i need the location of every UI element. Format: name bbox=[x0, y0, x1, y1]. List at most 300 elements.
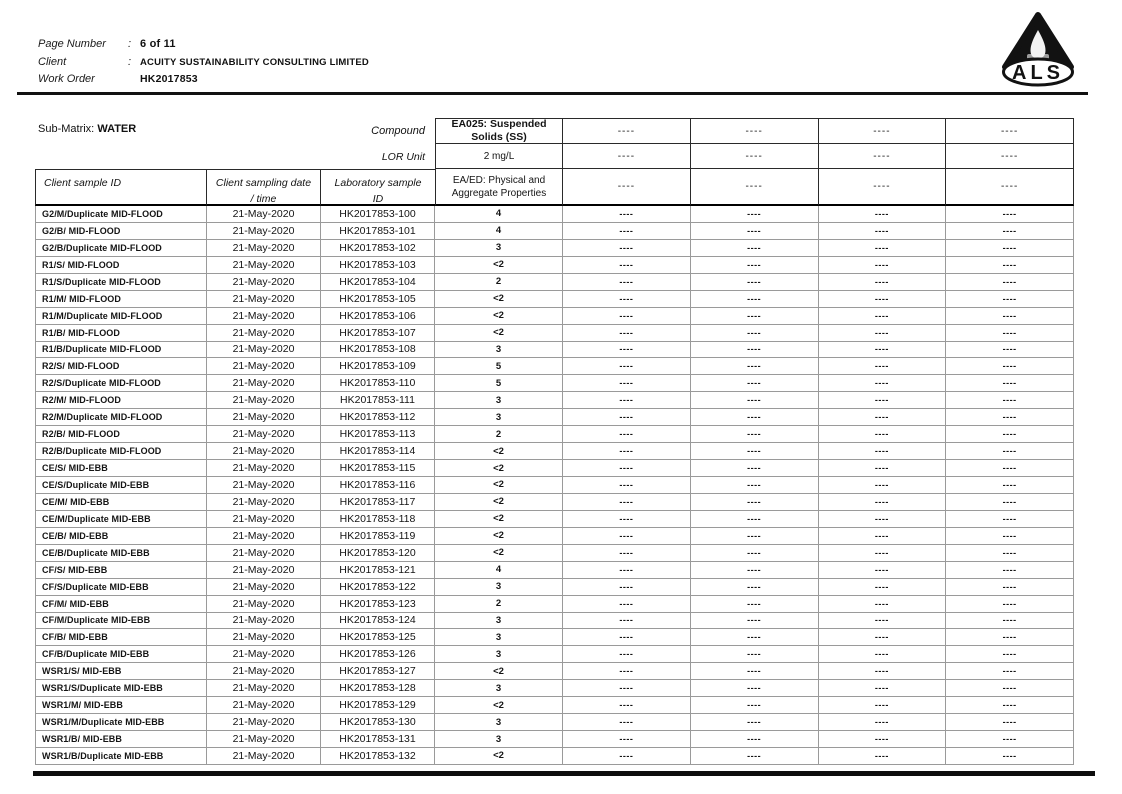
sampling-date-cell: 21-May-2020 bbox=[207, 714, 321, 731]
placeholder-result-cell: ---- bbox=[819, 392, 947, 409]
placeholder-result-cell: ---- bbox=[819, 375, 947, 392]
placeholder-result-cell: ---- bbox=[691, 714, 819, 731]
result-cell: <2 bbox=[435, 443, 563, 460]
client-sample-id-cell: CF/S/Duplicate MID-EBB bbox=[35, 579, 207, 596]
result-cell: 3 bbox=[435, 409, 563, 426]
placeholder-result-cell: ---- bbox=[691, 426, 819, 443]
result-cell: 4 bbox=[435, 206, 563, 223]
sampling-date-cell: 21-May-2020 bbox=[207, 460, 321, 477]
placeholder-result-cell: ---- bbox=[819, 240, 947, 257]
placeholder-result-cell: ---- bbox=[946, 613, 1074, 630]
result-cell: <2 bbox=[435, 494, 563, 511]
placeholder-result-cell: ---- bbox=[691, 528, 819, 545]
placeholder-result-cell: ---- bbox=[563, 748, 691, 765]
sampling-date-cell: 21-May-2020 bbox=[207, 579, 321, 596]
placeholder-result-cell: ---- bbox=[946, 477, 1074, 494]
placeholder-result-cell: ---- bbox=[819, 579, 947, 596]
lab-sample-id-cell: HK2017853-131 bbox=[321, 731, 435, 748]
placeholder-result-cell: ---- bbox=[691, 206, 819, 223]
placeholder-result-cell: ---- bbox=[691, 680, 819, 697]
placeholder-result-cell: ---- bbox=[946, 511, 1074, 528]
placeholder-result-cell: ---- bbox=[946, 325, 1074, 342]
placeholder-result-cell: ---- bbox=[563, 342, 691, 359]
placeholder-header-cell: ---- bbox=[946, 169, 1074, 206]
placeholder-result-cell: ---- bbox=[946, 409, 1074, 426]
placeholder-result-cell: ---- bbox=[946, 646, 1074, 663]
lab-sample-id-cell: HK2017853-101 bbox=[321, 223, 435, 240]
lab-sample-id-cell: HK2017853-117 bbox=[321, 494, 435, 511]
placeholder-result-cell: ---- bbox=[691, 579, 819, 596]
placeholder-result-cell: ---- bbox=[819, 342, 947, 359]
sampling-date-cell: 21-May-2020 bbox=[207, 646, 321, 663]
lor-row-label: LOR Unit bbox=[381, 150, 425, 163]
sampling-date-cell: 21-May-2020 bbox=[207, 375, 321, 392]
client-sample-id-cell: WSR1/S/ MID-EBB bbox=[35, 663, 207, 680]
placeholder-result-cell: ---- bbox=[563, 680, 691, 697]
placeholder-result-cell: ---- bbox=[563, 579, 691, 596]
placeholder-result-cell: ---- bbox=[563, 714, 691, 731]
lab-sample-id-cell: HK2017853-103 bbox=[321, 257, 435, 274]
als-logo-graphic bbox=[998, 10, 1078, 90]
placeholder-result-cell: ---- bbox=[691, 358, 819, 375]
placeholder-header-cell: ---- bbox=[563, 144, 691, 169]
placeholder-result-cell: ---- bbox=[819, 680, 947, 697]
placeholder-result-cell: ---- bbox=[691, 596, 819, 613]
lab-sample-id-cell: HK2017853-115 bbox=[321, 460, 435, 477]
sampling-date-cell: 21-May-2020 bbox=[207, 308, 321, 325]
placeholder-result-cell: ---- bbox=[946, 460, 1074, 477]
client-sample-id-cell: G2/B/ MID-FLOOD bbox=[35, 223, 207, 240]
lab-sample-id-cell: HK2017853-104 bbox=[321, 274, 435, 291]
result-cell: 2 bbox=[435, 274, 563, 291]
placeholder-header-cell: ---- bbox=[819, 169, 947, 206]
placeholder-result-cell: ---- bbox=[563, 274, 691, 291]
placeholder-result-cell: ---- bbox=[946, 731, 1074, 748]
placeholder-result-cell: ---- bbox=[563, 291, 691, 308]
lab-sample-id-cell: HK2017853-113 bbox=[321, 426, 435, 443]
lab-sample-id-cell: HK2017853-130 bbox=[321, 714, 435, 731]
placeholder-result-cell: ---- bbox=[819, 545, 947, 562]
sampling-date-cell: 21-May-2020 bbox=[207, 629, 321, 646]
placeholder-header-cell: ---- bbox=[563, 118, 691, 144]
lab-sample-id-cell: HK2017853-100 bbox=[321, 206, 435, 223]
placeholder-result-cell: ---- bbox=[563, 257, 691, 274]
col-header-client-sample-id bbox=[35, 169, 207, 206]
placeholder-result-cell: ---- bbox=[563, 375, 691, 392]
client-sample-id-cell: R2/M/Duplicate MID-FLOOD bbox=[35, 409, 207, 426]
page-number-label: Page Number bbox=[38, 38, 106, 50]
lab-sample-id-cell: HK2017853-118 bbox=[321, 511, 435, 528]
placeholder-result-cell: ---- bbox=[563, 223, 691, 240]
placeholder-result-cell: ---- bbox=[691, 697, 819, 714]
client-sample-id-cell: CE/S/Duplicate MID-EBB bbox=[35, 477, 207, 494]
result-cell: <2 bbox=[435, 460, 563, 477]
lab-sample-id-cell: HK2017853-109 bbox=[321, 358, 435, 375]
compound-row-label: Compound bbox=[371, 125, 425, 137]
lab-sample-id-cell: HK2017853-132 bbox=[321, 748, 435, 765]
sampling-date-cell: 21-May-2020 bbox=[207, 562, 321, 579]
sampling-date-cell: 21-May-2020 bbox=[207, 392, 321, 409]
sampling-date-cell: 21-May-2020 bbox=[207, 494, 321, 511]
lab-sample-id-cell: HK2017853-124 bbox=[321, 613, 435, 630]
result-cell: 3 bbox=[435, 714, 563, 731]
result-cell: <2 bbox=[435, 663, 563, 680]
placeholder-result-cell: ---- bbox=[563, 426, 691, 443]
placeholder-result-cell: ---- bbox=[691, 257, 819, 274]
result-cell: 2 bbox=[435, 596, 563, 613]
placeholder-result-cell: ---- bbox=[691, 223, 819, 240]
placeholder-result-cell: ---- bbox=[691, 494, 819, 511]
result-cell: 5 bbox=[435, 375, 563, 392]
placeholder-result-cell: ---- bbox=[563, 494, 691, 511]
meta-row-work-order bbox=[38, 73, 369, 91]
client-sample-id-cell: R1/B/Duplicate MID-FLOOD bbox=[35, 342, 207, 359]
placeholder-result-cell: ---- bbox=[819, 494, 947, 511]
placeholder-header-cell: ---- bbox=[691, 169, 819, 206]
client-sample-id-cell: WSR1/S/Duplicate MID-EBB bbox=[35, 680, 207, 697]
placeholder-result-cell: ---- bbox=[946, 206, 1074, 223]
client-sample-id-cell: CE/S/ MID-EBB bbox=[35, 460, 207, 477]
work-order-label: Work Order bbox=[38, 73, 95, 85]
placeholder-result-cell: ---- bbox=[563, 646, 691, 663]
placeholder-result-cell: ---- bbox=[946, 274, 1074, 291]
placeholder-result-cell: ---- bbox=[819, 596, 947, 613]
placeholder-result-cell: ---- bbox=[819, 528, 947, 545]
placeholder-result-cell: ---- bbox=[691, 375, 819, 392]
placeholder-result-cell: ---- bbox=[819, 291, 947, 308]
placeholder-header-cell: ---- bbox=[946, 144, 1074, 169]
lab-sample-id-cell: HK2017853-125 bbox=[321, 629, 435, 646]
placeholder-result-cell: ---- bbox=[819, 223, 947, 240]
client-sample-id-cell: WSR1/B/ MID-EBB bbox=[35, 731, 207, 748]
sampling-date-cell: 21-May-2020 bbox=[207, 680, 321, 697]
table-bottom-rule bbox=[33, 771, 1095, 776]
lab-sample-id-cell: HK2017853-116 bbox=[321, 477, 435, 494]
placeholder-result-cell: ---- bbox=[946, 748, 1074, 765]
placeholder-result-cell: ---- bbox=[691, 409, 819, 426]
work-order-value: HK2017853 bbox=[140, 73, 198, 85]
sampling-date-cell: 21-May-2020 bbox=[207, 663, 321, 680]
placeholder-header-cell: ---- bbox=[946, 118, 1074, 144]
placeholder-result-cell: ---- bbox=[691, 443, 819, 460]
report-meta bbox=[38, 38, 369, 91]
col-header-sampling-date bbox=[207, 169, 321, 206]
placeholder-header-cell: ---- bbox=[691, 118, 819, 144]
placeholder-result-cell: ---- bbox=[819, 731, 947, 748]
col-header-line: ID bbox=[372, 193, 384, 206]
placeholder-result-cell: ---- bbox=[563, 511, 691, 528]
placeholder-result-cell: ---- bbox=[563, 528, 691, 545]
placeholder-result-cell: ---- bbox=[819, 206, 947, 223]
sampling-date-cell: 21-May-2020 bbox=[207, 596, 321, 613]
placeholder-result-cell: ---- bbox=[563, 325, 691, 342]
client-sample-id-cell: R2/B/ MID-FLOOD bbox=[35, 426, 207, 443]
placeholder-result-cell: ---- bbox=[946, 596, 1074, 613]
sampling-date-cell: 21-May-2020 bbox=[207, 528, 321, 545]
col-header-line: / time bbox=[250, 193, 277, 206]
result-cell: <2 bbox=[435, 257, 563, 274]
placeholder-result-cell: ---- bbox=[819, 714, 947, 731]
col-header-lab-sample-id bbox=[321, 169, 435, 206]
sampling-date-cell: 21-May-2020 bbox=[207, 426, 321, 443]
sampling-date-cell: 21-May-2020 bbox=[207, 748, 321, 765]
result-cell: 3 bbox=[435, 240, 563, 257]
placeholder-result-cell: ---- bbox=[946, 308, 1074, 325]
placeholder-result-cell: ---- bbox=[563, 697, 691, 714]
client-sample-id-cell: CF/M/Duplicate MID-EBB bbox=[35, 613, 207, 630]
placeholder-result-cell: ---- bbox=[563, 409, 691, 426]
placeholder-result-cell: ---- bbox=[819, 274, 947, 291]
placeholder-result-cell: ---- bbox=[563, 613, 691, 630]
client-sample-id-cell: CE/M/ MID-EBB bbox=[35, 494, 207, 511]
lab-sample-id-cell: HK2017853-123 bbox=[321, 596, 435, 613]
placeholder-header-cell: ---- bbox=[691, 144, 819, 169]
placeholder-result-cell: ---- bbox=[819, 460, 947, 477]
result-cell: 3 bbox=[435, 646, 563, 663]
client-sample-id-cell: R2/M/ MID-FLOOD bbox=[35, 392, 207, 409]
lab-sample-id-cell: HK2017853-108 bbox=[321, 342, 435, 359]
placeholder-result-cell: ---- bbox=[819, 257, 947, 274]
placeholder-result-cell: ---- bbox=[563, 562, 691, 579]
result-cell: <2 bbox=[435, 325, 563, 342]
client-sample-id-cell: R1/S/ MID-FLOOD bbox=[35, 257, 207, 274]
result-cell: <2 bbox=[435, 697, 563, 714]
placeholder-result-cell: ---- bbox=[691, 613, 819, 630]
client-sample-id-cell: R1/B/ MID-FLOOD bbox=[35, 325, 207, 342]
sampling-date-cell: 21-May-2020 bbox=[207, 325, 321, 342]
placeholder-result-cell: ---- bbox=[946, 545, 1074, 562]
placeholder-result-cell: ---- bbox=[946, 223, 1074, 240]
page-number-value: 6 of 11 bbox=[140, 38, 176, 50]
placeholder-result-cell: ---- bbox=[563, 477, 691, 494]
lab-sample-id-cell: HK2017853-129 bbox=[321, 697, 435, 714]
placeholder-result-cell: ---- bbox=[946, 680, 1074, 697]
sampling-date-cell: 21-May-2020 bbox=[207, 358, 321, 375]
method-line2: Aggregate Properties bbox=[451, 187, 547, 199]
placeholder-result-cell: ---- bbox=[691, 748, 819, 765]
client-sample-id-cell: CF/B/ MID-EBB bbox=[35, 629, 207, 646]
placeholder-result-cell: ---- bbox=[946, 663, 1074, 680]
lab-sample-id-cell: HK2017853-119 bbox=[321, 528, 435, 545]
sampling-date-cell: 21-May-2020 bbox=[207, 511, 321, 528]
placeholder-result-cell: ---- bbox=[691, 392, 819, 409]
placeholder-result-cell: ---- bbox=[563, 443, 691, 460]
meta-row-client bbox=[38, 56, 369, 74]
placeholder-result-cell: ---- bbox=[819, 697, 947, 714]
placeholder-result-cell: ---- bbox=[946, 494, 1074, 511]
placeholder-header-cell: ---- bbox=[819, 118, 947, 144]
client-sample-id-cell: WSR1/B/Duplicate MID-EBB bbox=[35, 748, 207, 765]
placeholder-result-cell: ---- bbox=[819, 646, 947, 663]
lab-sample-id-cell: HK2017853-112 bbox=[321, 409, 435, 426]
client-sample-id-cell: R1/M/Duplicate MID-FLOOD bbox=[35, 308, 207, 325]
meta-separator: : bbox=[128, 38, 132, 50]
placeholder-result-cell: ---- bbox=[691, 342, 819, 359]
client-sample-id-cell: R1/M/ MID-FLOOD bbox=[35, 291, 207, 308]
placeholder-result-cell: ---- bbox=[946, 697, 1074, 714]
analyte-header-cell bbox=[435, 118, 563, 144]
placeholder-result-cell: ---- bbox=[563, 240, 691, 257]
result-cell: 3 bbox=[435, 392, 563, 409]
result-cell: 5 bbox=[435, 358, 563, 375]
lab-sample-id-cell: HK2017853-121 bbox=[321, 562, 435, 579]
placeholder-result-cell: ---- bbox=[563, 596, 691, 613]
placeholder-result-cell: ---- bbox=[563, 358, 691, 375]
placeholder-result-cell: ---- bbox=[819, 511, 947, 528]
placeholder-result-cell: ---- bbox=[819, 562, 947, 579]
placeholder-result-cell: ---- bbox=[563, 731, 691, 748]
client-sample-id-cell: WSR1/M/ MID-EBB bbox=[35, 697, 207, 714]
sampling-date-cell: 21-May-2020 bbox=[207, 697, 321, 714]
result-cell: 3 bbox=[435, 579, 563, 596]
result-cell: 3 bbox=[435, 629, 563, 646]
result-cell: 3 bbox=[435, 731, 563, 748]
placeholder-result-cell: ---- bbox=[691, 477, 819, 494]
lor-unit-cell: 2 mg/L bbox=[435, 144, 563, 169]
result-cell: 3 bbox=[435, 342, 563, 359]
lab-sample-id-cell: HK2017853-128 bbox=[321, 680, 435, 697]
placeholder-result-cell: ---- bbox=[819, 613, 947, 630]
lab-sample-id-cell: HK2017853-102 bbox=[321, 240, 435, 257]
result-cell: 2 bbox=[435, 426, 563, 443]
placeholder-result-cell: ---- bbox=[819, 426, 947, 443]
placeholder-result-cell: ---- bbox=[946, 443, 1074, 460]
result-cell: <2 bbox=[435, 308, 563, 325]
placeholder-result-cell: ---- bbox=[563, 545, 691, 562]
client-sample-id-cell: R2/S/ MID-FLOOD bbox=[35, 358, 207, 375]
lab-sample-id-cell: HK2017853-107 bbox=[321, 325, 435, 342]
result-cell: <2 bbox=[435, 748, 563, 765]
lab-sample-id-cell: HK2017853-110 bbox=[321, 375, 435, 392]
result-cell: <2 bbox=[435, 477, 563, 494]
placeholder-result-cell: ---- bbox=[691, 240, 819, 257]
col-header-line: Client sample ID bbox=[44, 177, 122, 189]
result-cell: <2 bbox=[435, 511, 563, 528]
result-cell: <2 bbox=[435, 528, 563, 545]
col-header-line: Laboratory sample bbox=[334, 177, 422, 189]
placeholder-result-cell: ---- bbox=[691, 646, 819, 663]
lab-sample-id-cell: HK2017853-114 bbox=[321, 443, 435, 460]
client-value: ACUITY SUSTAINABILITY CONSULTING LIMITED bbox=[140, 56, 369, 68]
sampling-date-cell: 21-May-2020 bbox=[207, 274, 321, 291]
sampling-date-cell: 21-May-2020 bbox=[207, 613, 321, 630]
result-cell: 3 bbox=[435, 613, 563, 630]
lab-sample-id-cell: HK2017853-105 bbox=[321, 291, 435, 308]
sampling-date-cell: 21-May-2020 bbox=[207, 291, 321, 308]
placeholder-result-cell: ---- bbox=[819, 629, 947, 646]
placeholder-result-cell: ---- bbox=[691, 325, 819, 342]
placeholder-result-cell: ---- bbox=[946, 629, 1074, 646]
placeholder-result-cell: ---- bbox=[563, 460, 691, 477]
placeholder-result-cell: ---- bbox=[691, 460, 819, 477]
sampling-date-cell: 21-May-2020 bbox=[207, 342, 321, 359]
placeholder-result-cell: ---- bbox=[691, 308, 819, 325]
placeholder-result-cell: ---- bbox=[946, 392, 1074, 409]
sub-matrix-value: WATER bbox=[97, 123, 137, 135]
placeholder-result-cell: ---- bbox=[819, 443, 947, 460]
placeholder-result-cell: ---- bbox=[946, 291, 1074, 308]
placeholder-result-cell: ---- bbox=[563, 308, 691, 325]
placeholder-result-cell: ---- bbox=[563, 629, 691, 646]
client-sample-id-cell: CE/B/Duplicate MID-EBB bbox=[35, 545, 207, 562]
placeholder-result-cell: ---- bbox=[819, 409, 947, 426]
client-sample-id-cell: WSR1/M/Duplicate MID-EBB bbox=[35, 714, 207, 731]
placeholder-result-cell: ---- bbox=[946, 240, 1074, 257]
client-sample-id-cell: CF/S/ MID-EBB bbox=[35, 562, 207, 579]
result-cell: 3 bbox=[435, 680, 563, 697]
client-sample-id-cell: G2/B/Duplicate MID-FLOOD bbox=[35, 240, 207, 257]
lab-sample-id-cell: HK2017853-122 bbox=[321, 579, 435, 596]
placeholder-result-cell: ---- bbox=[691, 291, 819, 308]
placeholder-result-cell: ---- bbox=[946, 579, 1074, 596]
analyte-name-line1: EA025: Suspended bbox=[451, 118, 547, 131]
report-grid bbox=[35, 118, 1074, 765]
sampling-date-cell: 21-May-2020 bbox=[207, 731, 321, 748]
result-cell: 4 bbox=[435, 223, 563, 240]
placeholder-header-cell: ---- bbox=[819, 144, 947, 169]
client-sample-id-cell: R1/S/Duplicate MID-FLOOD bbox=[35, 274, 207, 291]
client-sample-id-cell: R2/B/Duplicate MID-FLOOD bbox=[35, 443, 207, 460]
lab-sample-id-cell: HK2017853-120 bbox=[321, 545, 435, 562]
sampling-date-cell: 21-May-2020 bbox=[207, 545, 321, 562]
placeholder-result-cell: ---- bbox=[946, 342, 1074, 359]
analyte-name-line2: Solids (SS) bbox=[471, 131, 527, 143]
placeholder-result-cell: ---- bbox=[946, 375, 1074, 392]
sampling-date-cell: 21-May-2020 bbox=[207, 240, 321, 257]
meta-row-page-number bbox=[38, 38, 369, 56]
placeholder-header-cell: ---- bbox=[563, 169, 691, 206]
placeholder-result-cell: ---- bbox=[691, 274, 819, 291]
client-sample-id-cell: G2/M/Duplicate MID-FLOOD bbox=[35, 206, 207, 223]
sampling-date-cell: 21-May-2020 bbox=[207, 257, 321, 274]
client-sample-id-cell: CF/M/ MID-EBB bbox=[35, 596, 207, 613]
placeholder-result-cell: ---- bbox=[819, 358, 947, 375]
placeholder-result-cell: ---- bbox=[691, 562, 819, 579]
method-header-cell bbox=[435, 169, 563, 206]
placeholder-result-cell: ---- bbox=[819, 325, 947, 342]
result-cell: <2 bbox=[435, 291, 563, 308]
col-header-line: Client sampling date bbox=[215, 177, 312, 189]
als-logo bbox=[998, 10, 1078, 90]
client-sample-id-cell: CF/B/Duplicate MID-EBB bbox=[35, 646, 207, 663]
placeholder-result-cell: ---- bbox=[819, 748, 947, 765]
placeholder-result-cell: ---- bbox=[946, 562, 1074, 579]
meta-separator: : bbox=[128, 55, 132, 68]
lab-sample-id-cell: HK2017853-106 bbox=[321, 308, 435, 325]
placeholder-result-cell: ---- bbox=[946, 426, 1074, 443]
placeholder-result-cell: ---- bbox=[946, 358, 1074, 375]
placeholder-result-cell: ---- bbox=[819, 477, 947, 494]
lab-sample-id-cell: HK2017853-111 bbox=[321, 392, 435, 409]
placeholder-result-cell: ---- bbox=[563, 392, 691, 409]
placeholder-result-cell: ---- bbox=[691, 731, 819, 748]
placeholder-result-cell: ---- bbox=[691, 545, 819, 562]
client-label: Client bbox=[38, 55, 67, 68]
client-sample-id-cell: CE/B/ MID-EBB bbox=[35, 528, 207, 545]
result-cell: <2 bbox=[435, 545, 563, 562]
sampling-date-cell: 21-May-2020 bbox=[207, 477, 321, 494]
header-rule bbox=[17, 92, 1088, 95]
placeholder-result-cell: ---- bbox=[691, 629, 819, 646]
lab-sample-id-cell: HK2017853-127 bbox=[321, 663, 435, 680]
sampling-date-cell: 21-May-2020 bbox=[207, 223, 321, 240]
lab-sample-id-cell: HK2017853-126 bbox=[321, 646, 435, 663]
sampling-date-cell: 21-May-2020 bbox=[207, 443, 321, 460]
placeholder-result-cell: ---- bbox=[946, 528, 1074, 545]
client-sample-id-cell: CE/M/Duplicate MID-EBB bbox=[35, 511, 207, 528]
placeholder-result-cell: ---- bbox=[691, 511, 819, 528]
placeholder-result-cell: ---- bbox=[563, 663, 691, 680]
